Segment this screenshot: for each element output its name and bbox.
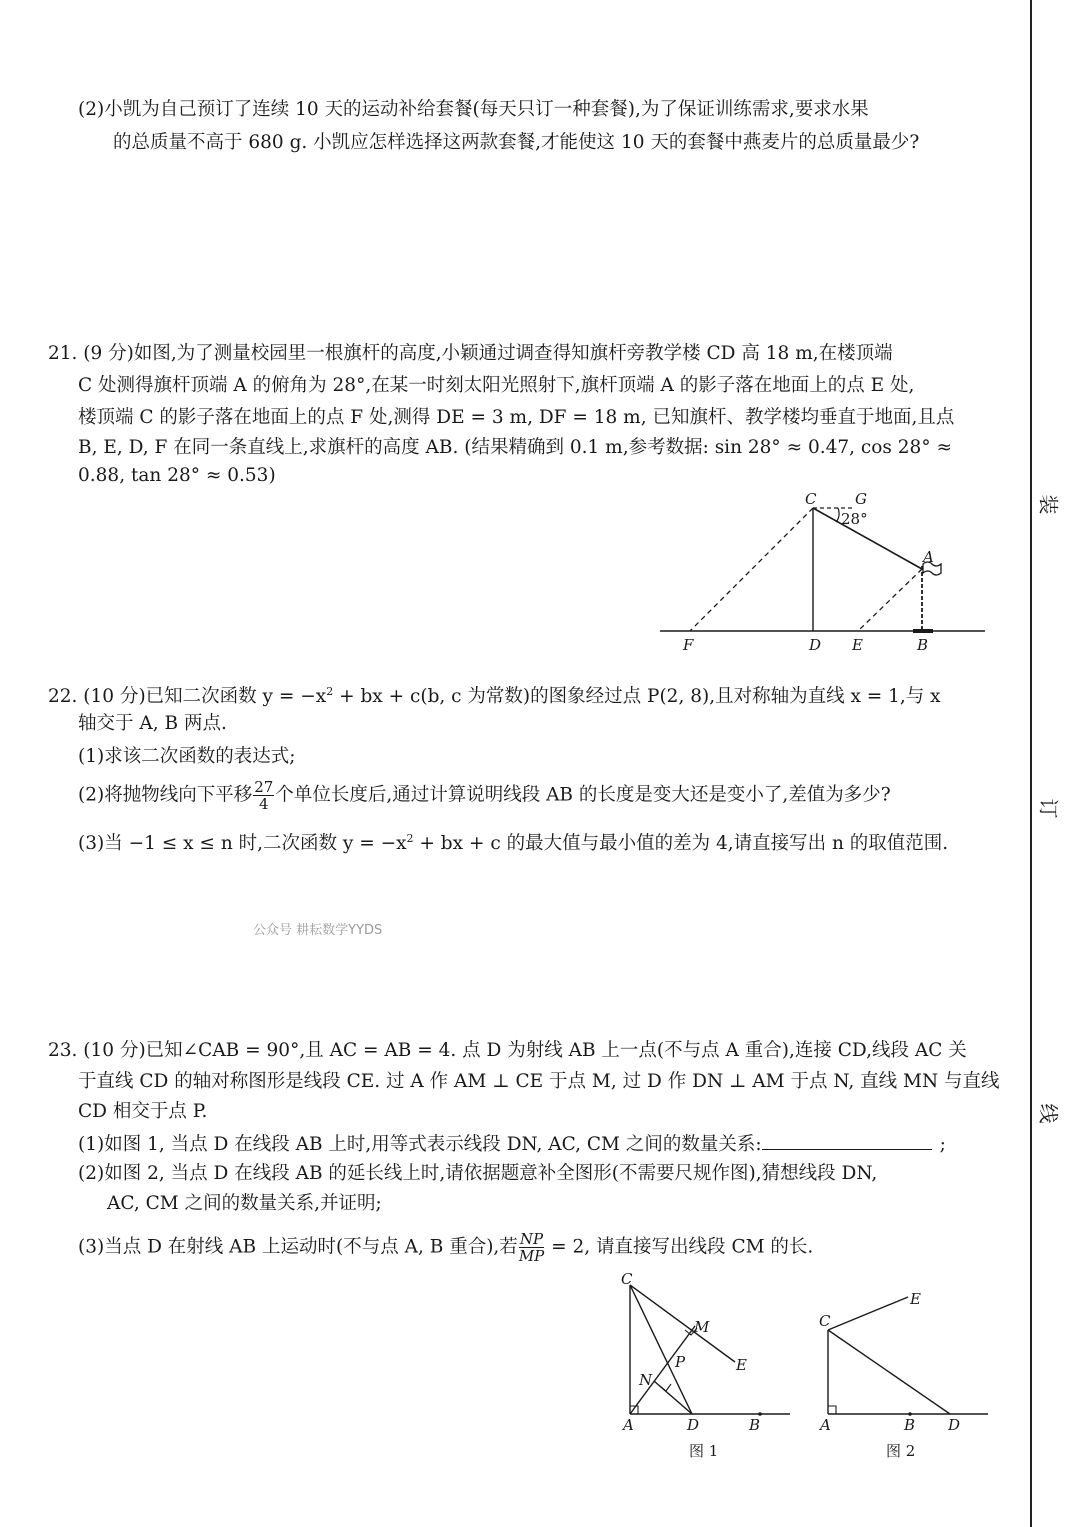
- q23-part3: (3)当点 D 在射线 AB 上运动时(不与点 A, B 重合),若 $\frac{NP}{MP}$ = 2, 请直接写出线段 CM 的长.: [78, 1230, 814, 1265]
- fig2-label-d: D: [948, 1416, 961, 1434]
- fig1-label-n: N: [639, 1371, 653, 1389]
- q22-part1: (1)求该二次函数的表达式;: [78, 746, 296, 767]
- q20-part2-line2: 的总质量不高于 680 g. 小凯应怎样选择这两款套餐,才能使这 10 天的套餐中燕麦片的总质量最少?: [113, 132, 920, 153]
- q23-line1: 23. (10 分)已知∠CAB = 90°,且 AC = AB = 4. 点 D 为射线 AB 上一点(不与点 A 重合),连接 CD,线段 AC 关: [48, 1040, 967, 1061]
- q21-line3: 楼顶端 C 的影子落在地面上的点 F 处,测得 DE = 3 m, DF = 18 m, 已知旗杆、教学楼均垂直于地面,且点: [78, 407, 955, 428]
- answer-blank[interactable]: [762, 1131, 932, 1150]
- q21-figure: [655, 488, 990, 658]
- fig1-label-e: E: [736, 1356, 747, 1374]
- label-d: D: [809, 636, 822, 654]
- label-c: C: [805, 490, 817, 508]
- q23-figure-2: [810, 1280, 995, 1470]
- fig2-label-a: A: [820, 1416, 831, 1434]
- fig2-label-e: E: [910, 1290, 921, 1308]
- label-g: G: [855, 490, 867, 508]
- margin-zhuang: 装: [1036, 494, 1061, 515]
- fig2-label-b: B: [904, 1416, 916, 1434]
- q22-line2: 轴交于 A, B 两点.: [78, 713, 227, 734]
- q22-part2: (2)将抛物线向下平移 $\frac{27}{4}$ 个单位长度后,通过计算说明线段 AB 的长度是变大还是变小了,差值为多少?: [78, 778, 891, 813]
- sun-ray-cf: [690, 508, 813, 631]
- q23-part2-line2: AC, CM 之间的数量关系,并证明;: [107, 1193, 382, 1214]
- q21-line1: 21. (9 分)如图,为了测量校园里一根旗杆的高度,小颖通过调查得知旗杆旁教学楼 CD 高 18 m,在楼顶端: [48, 343, 893, 364]
- fig1-label-c: C: [621, 1270, 633, 1288]
- label-f: F: [683, 636, 694, 654]
- label-e: E: [852, 636, 863, 654]
- margin-xian: 线: [1036, 1103, 1061, 1124]
- fraction-27-4: $\frac{27}{4}$: [254, 778, 274, 813]
- watermark: 公众号 耕耘数学YYDS: [253, 923, 383, 938]
- q23-part1: (1)如图 1, 当点 D 在线段 AB 上时,用等式表示线段 DN, AC, CM 之间的数量关系: ;: [78, 1131, 946, 1158]
- margin-ding: 订: [1036, 798, 1061, 819]
- sun-ray-ae: [858, 569, 922, 631]
- angle-arc: [836, 508, 839, 522]
- q23-figure-1: [615, 1270, 800, 1470]
- flagpole-base: [913, 629, 933, 633]
- label-angle: 28°: [841, 510, 868, 528]
- q21-line5: 0.88, tan 28° ≈ 0.53): [78, 465, 276, 486]
- fraction-np-mp: $\frac{NP}{MP}$: [518, 1230, 545, 1265]
- q23-line3: CD 相交于点 P.: [78, 1101, 208, 1122]
- fig1-caption: 图 1: [689, 1442, 719, 1460]
- fig1-label-p: P: [675, 1353, 686, 1371]
- q23-part2-line1: (2)如图 2, 当点 D 在线段 AB 的延长线上时,请依据题意补全图形(不需要尺规作图),猜想线段 DN,: [78, 1163, 878, 1184]
- fig2-label-c: C: [819, 1312, 831, 1330]
- label-a: A: [923, 548, 934, 566]
- q21-line4: B, E, D, F 在同一条直线上,求旗杆的高度 AB. (结果精确到 0.1 m,参考数据: sin 28° ≈ 0.47, cos 28° ≈: [78, 437, 952, 458]
- fig1-label-d: D: [687, 1416, 700, 1434]
- fig1-label-b: B: [749, 1416, 761, 1434]
- q22-part3: (3)当 −1 ≤ x ≤ n 时,二次函数 $y = -x^2$ + bx + c 的最大值与最小值的差为 4,请直接写出 n 的取值范围.: [78, 832, 949, 855]
- fig1-label-a: A: [623, 1416, 634, 1434]
- q23-line2: 于直线 CD 的轴对称图形是线段 CE. 过 A 作 AM ⊥ CE 于点 M, 过 D 作 DN ⊥ AM 于点 N, 直线 MN 与直线: [78, 1071, 1000, 1092]
- q22-line1: 22. (10 分)已知二次函数 $y = -x^2$ + bx + c(b, c 为常数)的图象经过点 P(2, 8),且对称轴为直线 x = 1,与 x: [48, 685, 941, 708]
- q20-part2-line1: (2)小凯为自己预订了连续 10 天的运动补给套餐(每天只订一种套餐),为了保证训练需求,要求水果: [78, 99, 869, 120]
- fig2-caption: 图 2: [886, 1442, 916, 1460]
- binding-line: [1030, 0, 1032, 1527]
- label-b: B: [917, 636, 929, 654]
- fig1-label-m: M: [694, 1318, 710, 1336]
- q21-line2: C 处测得旗杆顶端 A 的俯角为 28°,在某一时刻太阳光照射下,旗杆顶端 A 的影子落在地面上的点 E 处,: [78, 375, 915, 396]
